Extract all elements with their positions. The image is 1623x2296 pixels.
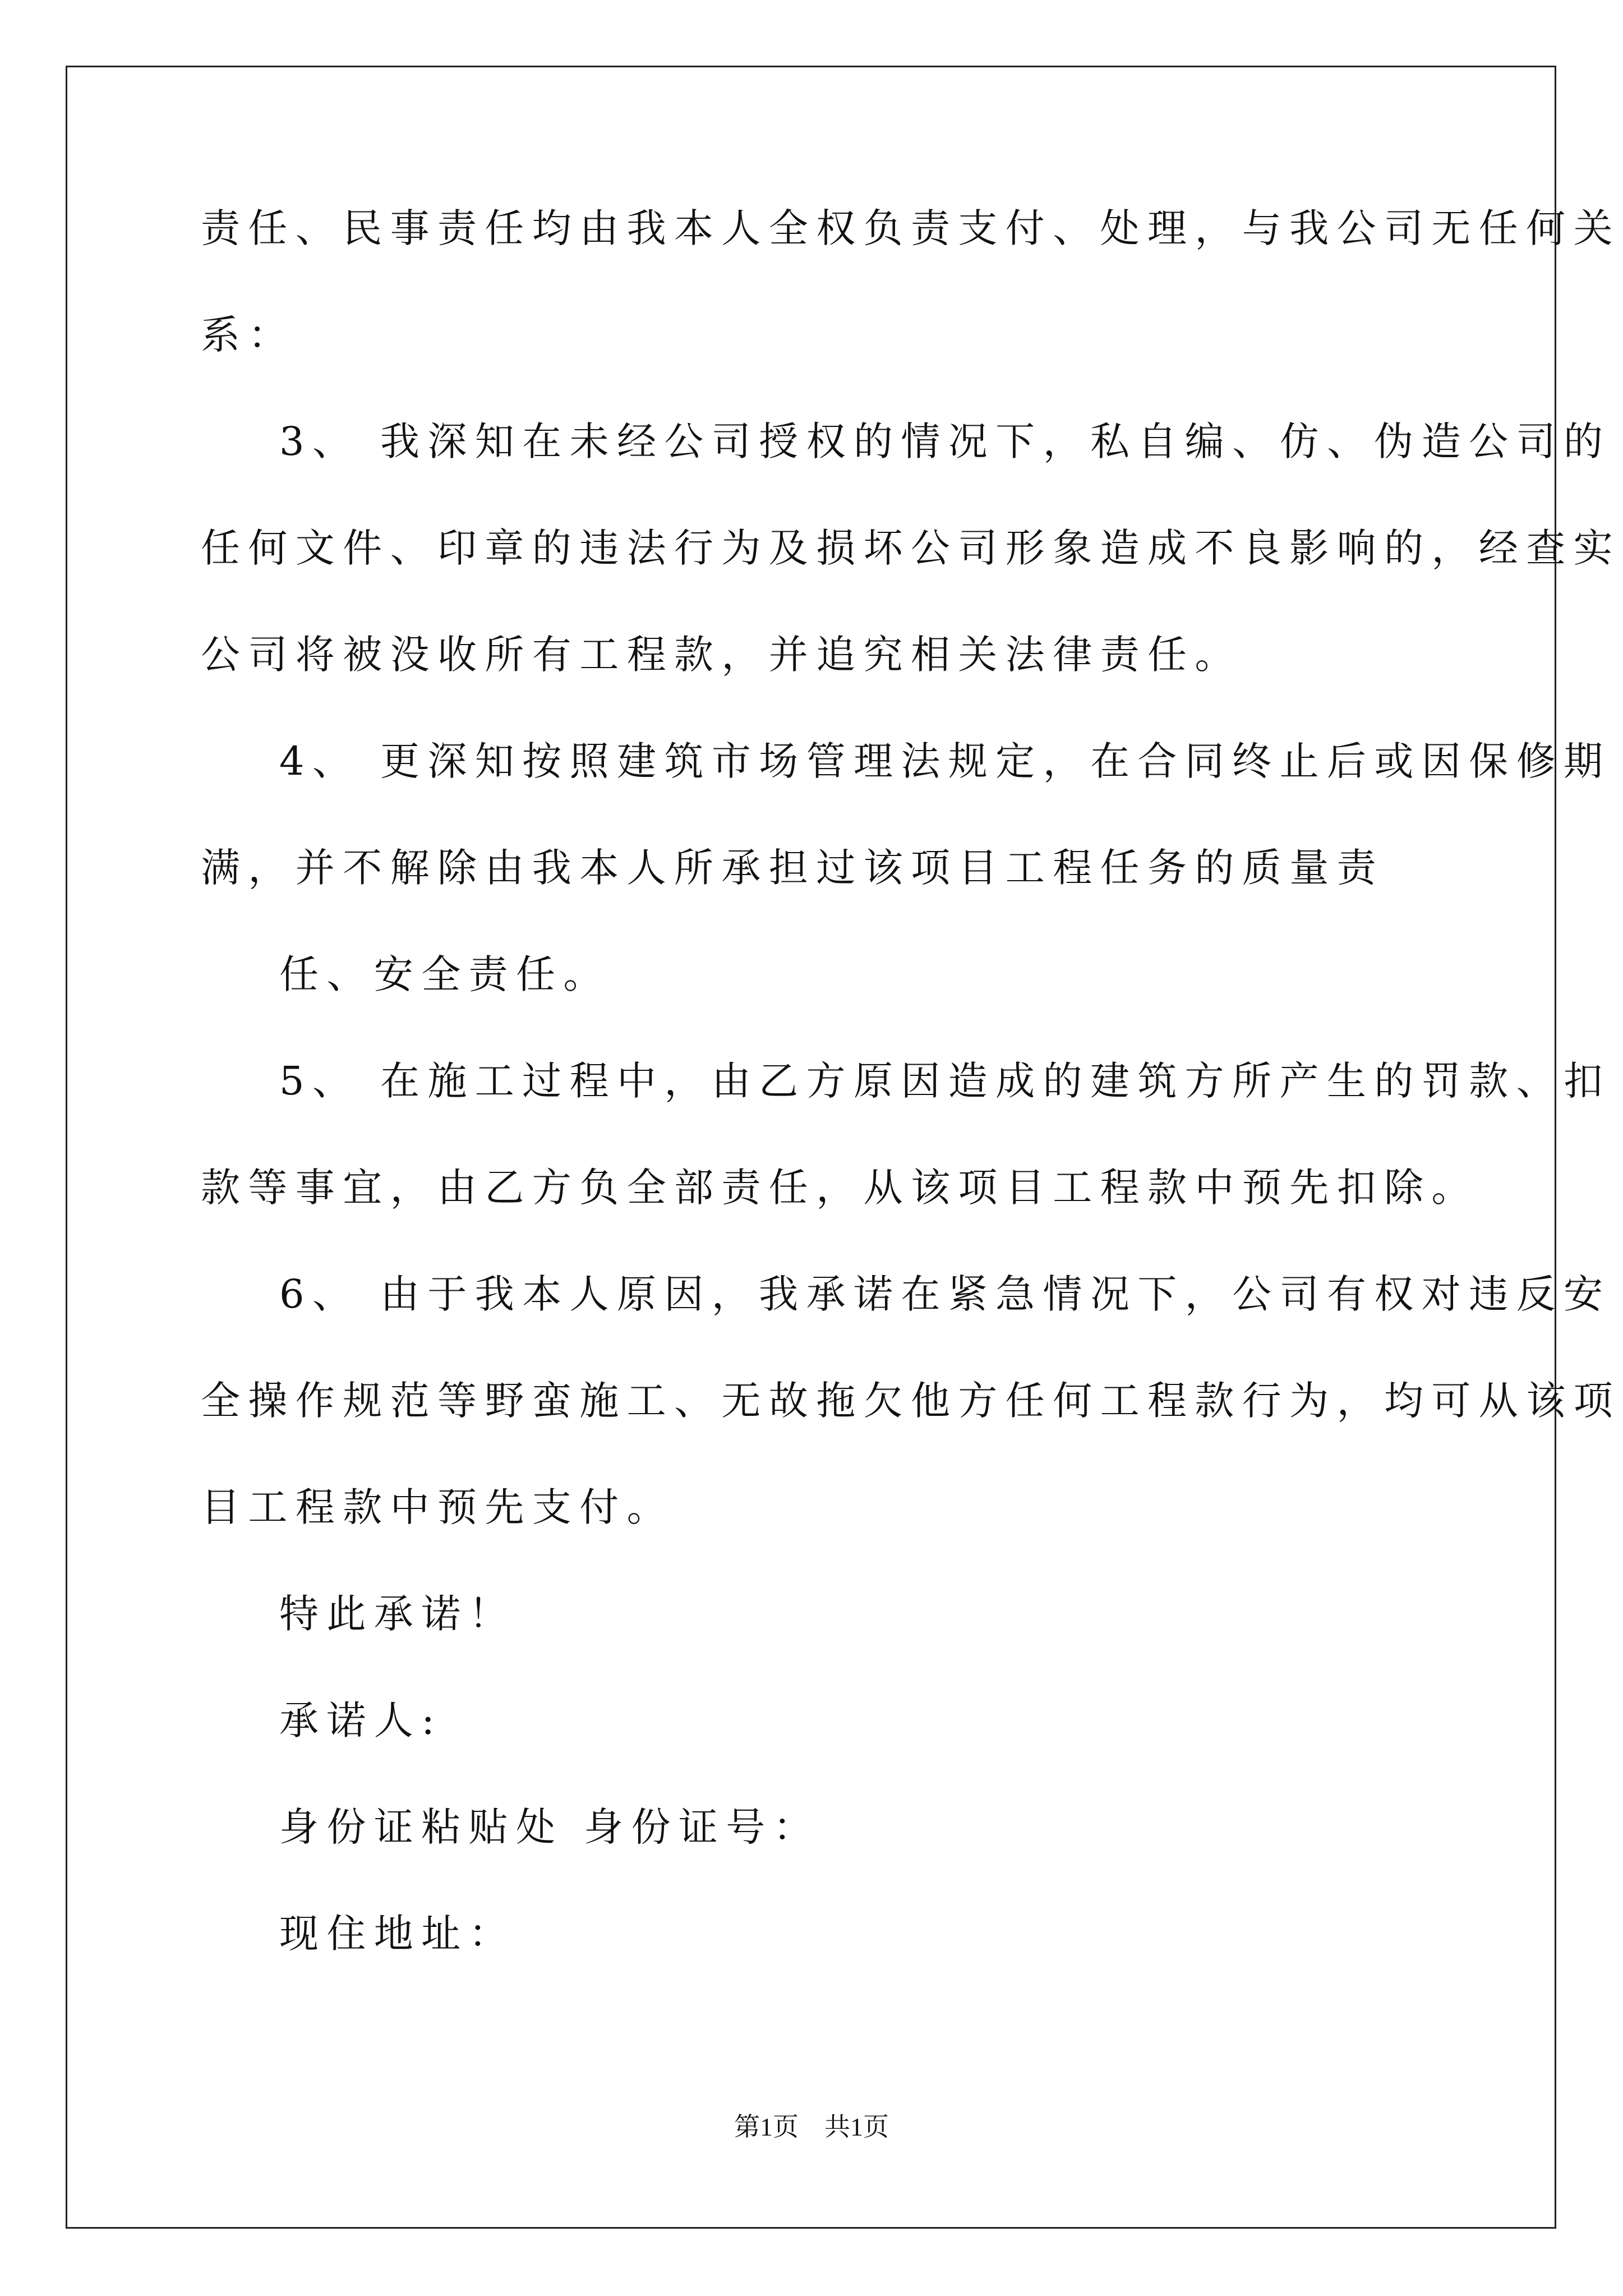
text-line: 责任、民事责任均由我本人全权负责支付、处理，与我公司无任何关 bbox=[201, 205, 1621, 251]
closing-statement: 特此承诺！ bbox=[279, 1591, 516, 1637]
text-line: 目工程款中预先支付。 bbox=[201, 1484, 674, 1530]
address-field: 现住地址： bbox=[279, 1911, 516, 1957]
clause-6: 6、 由于我本人原因，我承诺在紧急情况下，公司有权对违反安 bbox=[279, 1271, 1611, 1317]
text-line: 任何文件、印章的违法行为及损坏公司形象造成不良影响的，经查实 bbox=[201, 525, 1621, 571]
page-number: 第1页 共1页 bbox=[734, 2113, 889, 2141]
text-line: 满，并不解除由我本人所承担过该项目工程任务的质量责 bbox=[201, 845, 1384, 891]
promisor-field: 承诺人: bbox=[279, 1697, 443, 1743]
clause-3: 3、 我深知在未经公司授权的情况下，私自编、仿、伪造公司的 bbox=[279, 418, 1611, 464]
document-body bbox=[201, 202, 1621, 2014]
clause-4: 4、 更深知按照建筑市场管理法规定，在合同终止后或因保修期 bbox=[279, 738, 1611, 784]
text-line: 全操作规范等野蛮施工、无故拖欠他方任何工程款行为，均可从该项 bbox=[201, 1378, 1621, 1424]
clause-5: 5、 在施工过程中，由乙方原因造成的建筑方所产生的罚款、扣 bbox=[279, 1058, 1611, 1104]
text-line: 公司将被没收所有工程款，并追究相关法律责任。 bbox=[201, 632, 1242, 678]
text-line: 任、安全责任。 bbox=[279, 951, 611, 997]
id-card-field: 身份证粘贴处 身份证号： bbox=[279, 1804, 821, 1850]
text-line: 款等事宜，由乙方负全部责任，从该项目工程款中预先扣除。 bbox=[201, 1165, 1479, 1211]
text-line: 系： bbox=[201, 312, 296, 358]
